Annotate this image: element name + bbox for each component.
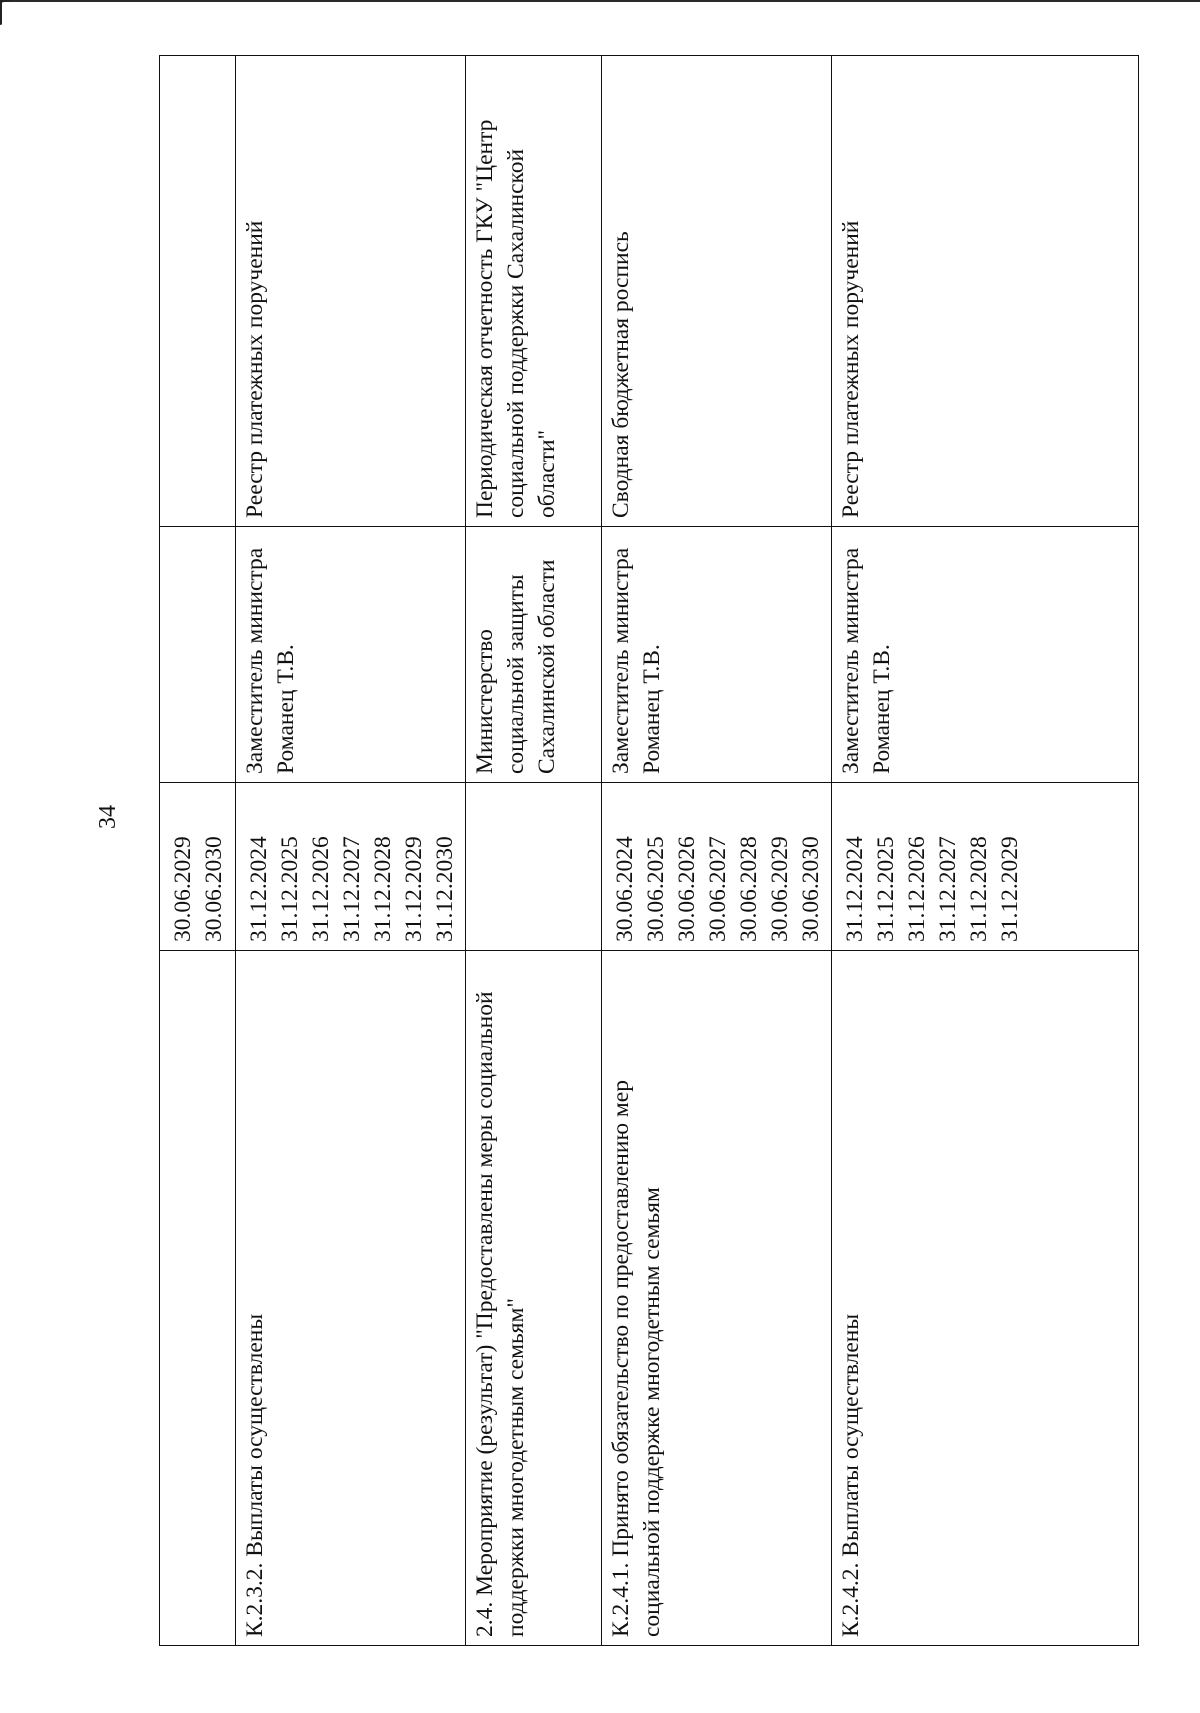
date-value: 31.12.2024 xyxy=(842,836,868,942)
date-value: 30.06.2029 xyxy=(170,836,196,942)
date-value: 31.12.2027 xyxy=(935,836,961,942)
cell-dates xyxy=(466,783,602,951)
table-row xyxy=(602,56,832,1646)
date-value: 30.06.2027 xyxy=(705,836,731,942)
scan-corner-mark xyxy=(0,0,42,25)
document-text: Реестр платежных поручений xyxy=(838,220,864,518)
date-value: 30.06.2025 xyxy=(643,836,669,942)
cell-dates xyxy=(602,783,832,951)
date-value: 31.12.2028 xyxy=(370,836,396,942)
title-text: К.2.3.2. Выплаты осуществлены xyxy=(242,1313,268,1637)
cell-title xyxy=(602,951,832,1646)
table-row xyxy=(160,56,236,1646)
date-value: 31.12.2030 xyxy=(432,836,458,942)
page-number: 34 xyxy=(95,805,121,829)
control-points-table xyxy=(159,55,1139,1646)
date-value: 31.12.2025 xyxy=(873,836,899,942)
cell-title xyxy=(832,951,1139,1646)
date-value: 31.12.2027 xyxy=(339,836,365,942)
cell-responsible xyxy=(602,527,832,783)
title-text: К.2.4.2. Выплаты осуществлены xyxy=(838,1313,864,1637)
date-value: 31.12.2026 xyxy=(904,836,930,942)
scan-edge xyxy=(0,0,1200,2)
date-value: 31.12.2024 xyxy=(246,836,272,942)
responsible-text: Заместитель министра Романец Т.В. xyxy=(608,547,665,774)
date-value: 30.06.2024 xyxy=(612,836,638,942)
cell-dates xyxy=(160,783,236,951)
responsible-text: Заместитель министра Романец Т.В. xyxy=(242,547,299,774)
responsible-text: Заместитель министра Романец Т.В. xyxy=(838,547,895,774)
cell-title xyxy=(236,951,466,1646)
date-value: 31.12.2029 xyxy=(401,836,427,942)
cell-title xyxy=(466,951,602,1646)
cell-responsible xyxy=(832,527,1139,783)
document-text: Реестр платежных поручений xyxy=(242,220,268,518)
table-row xyxy=(236,56,466,1646)
date-value: 31.12.2029 xyxy=(997,836,1023,942)
cell-title xyxy=(160,951,236,1646)
table-inner xyxy=(159,56,1117,1646)
cell-document xyxy=(832,56,1139,527)
cell-document xyxy=(236,56,466,527)
cell-responsible xyxy=(236,527,466,783)
cell-responsible xyxy=(466,527,602,783)
document-text: Периодическая отчетность ГКУ "Центр социальной поддержки Сахалинской области" xyxy=(472,119,560,518)
cell-responsible xyxy=(160,527,236,783)
date-value: 31.12.2026 xyxy=(308,836,334,942)
cell-document xyxy=(466,56,602,527)
date-value: 31.12.2028 xyxy=(966,836,992,942)
date-value: 30.06.2026 xyxy=(674,836,700,942)
table-row xyxy=(466,56,602,1646)
cell-dates xyxy=(832,783,1139,951)
date-value: 30.06.2028 xyxy=(736,836,762,942)
document-text: Сводная бюджетная роспись xyxy=(608,231,634,518)
table-row xyxy=(832,56,1139,1646)
date-value: 30.06.2029 xyxy=(767,836,793,942)
date-value: 30.06.2030 xyxy=(201,836,227,942)
cell-document xyxy=(160,56,236,527)
date-value: 31.12.2025 xyxy=(277,836,303,942)
title-text: 2.4. Мероприятие (результат) "Предоставлены меры социальной поддержки многодетным семьям" xyxy=(472,991,529,1637)
title-text: К.2.4.1. Принято обязательство по предоставлению мер социальной поддержке многодетным семьям xyxy=(608,1080,665,1637)
date-value: 30.06.2030 xyxy=(798,836,824,942)
rotated-table-wrapper xyxy=(159,56,1117,1646)
cell-document xyxy=(602,56,832,527)
responsible-text: Министерство социальной защиты Сахалинской области xyxy=(472,559,560,774)
cell-dates xyxy=(236,783,466,951)
